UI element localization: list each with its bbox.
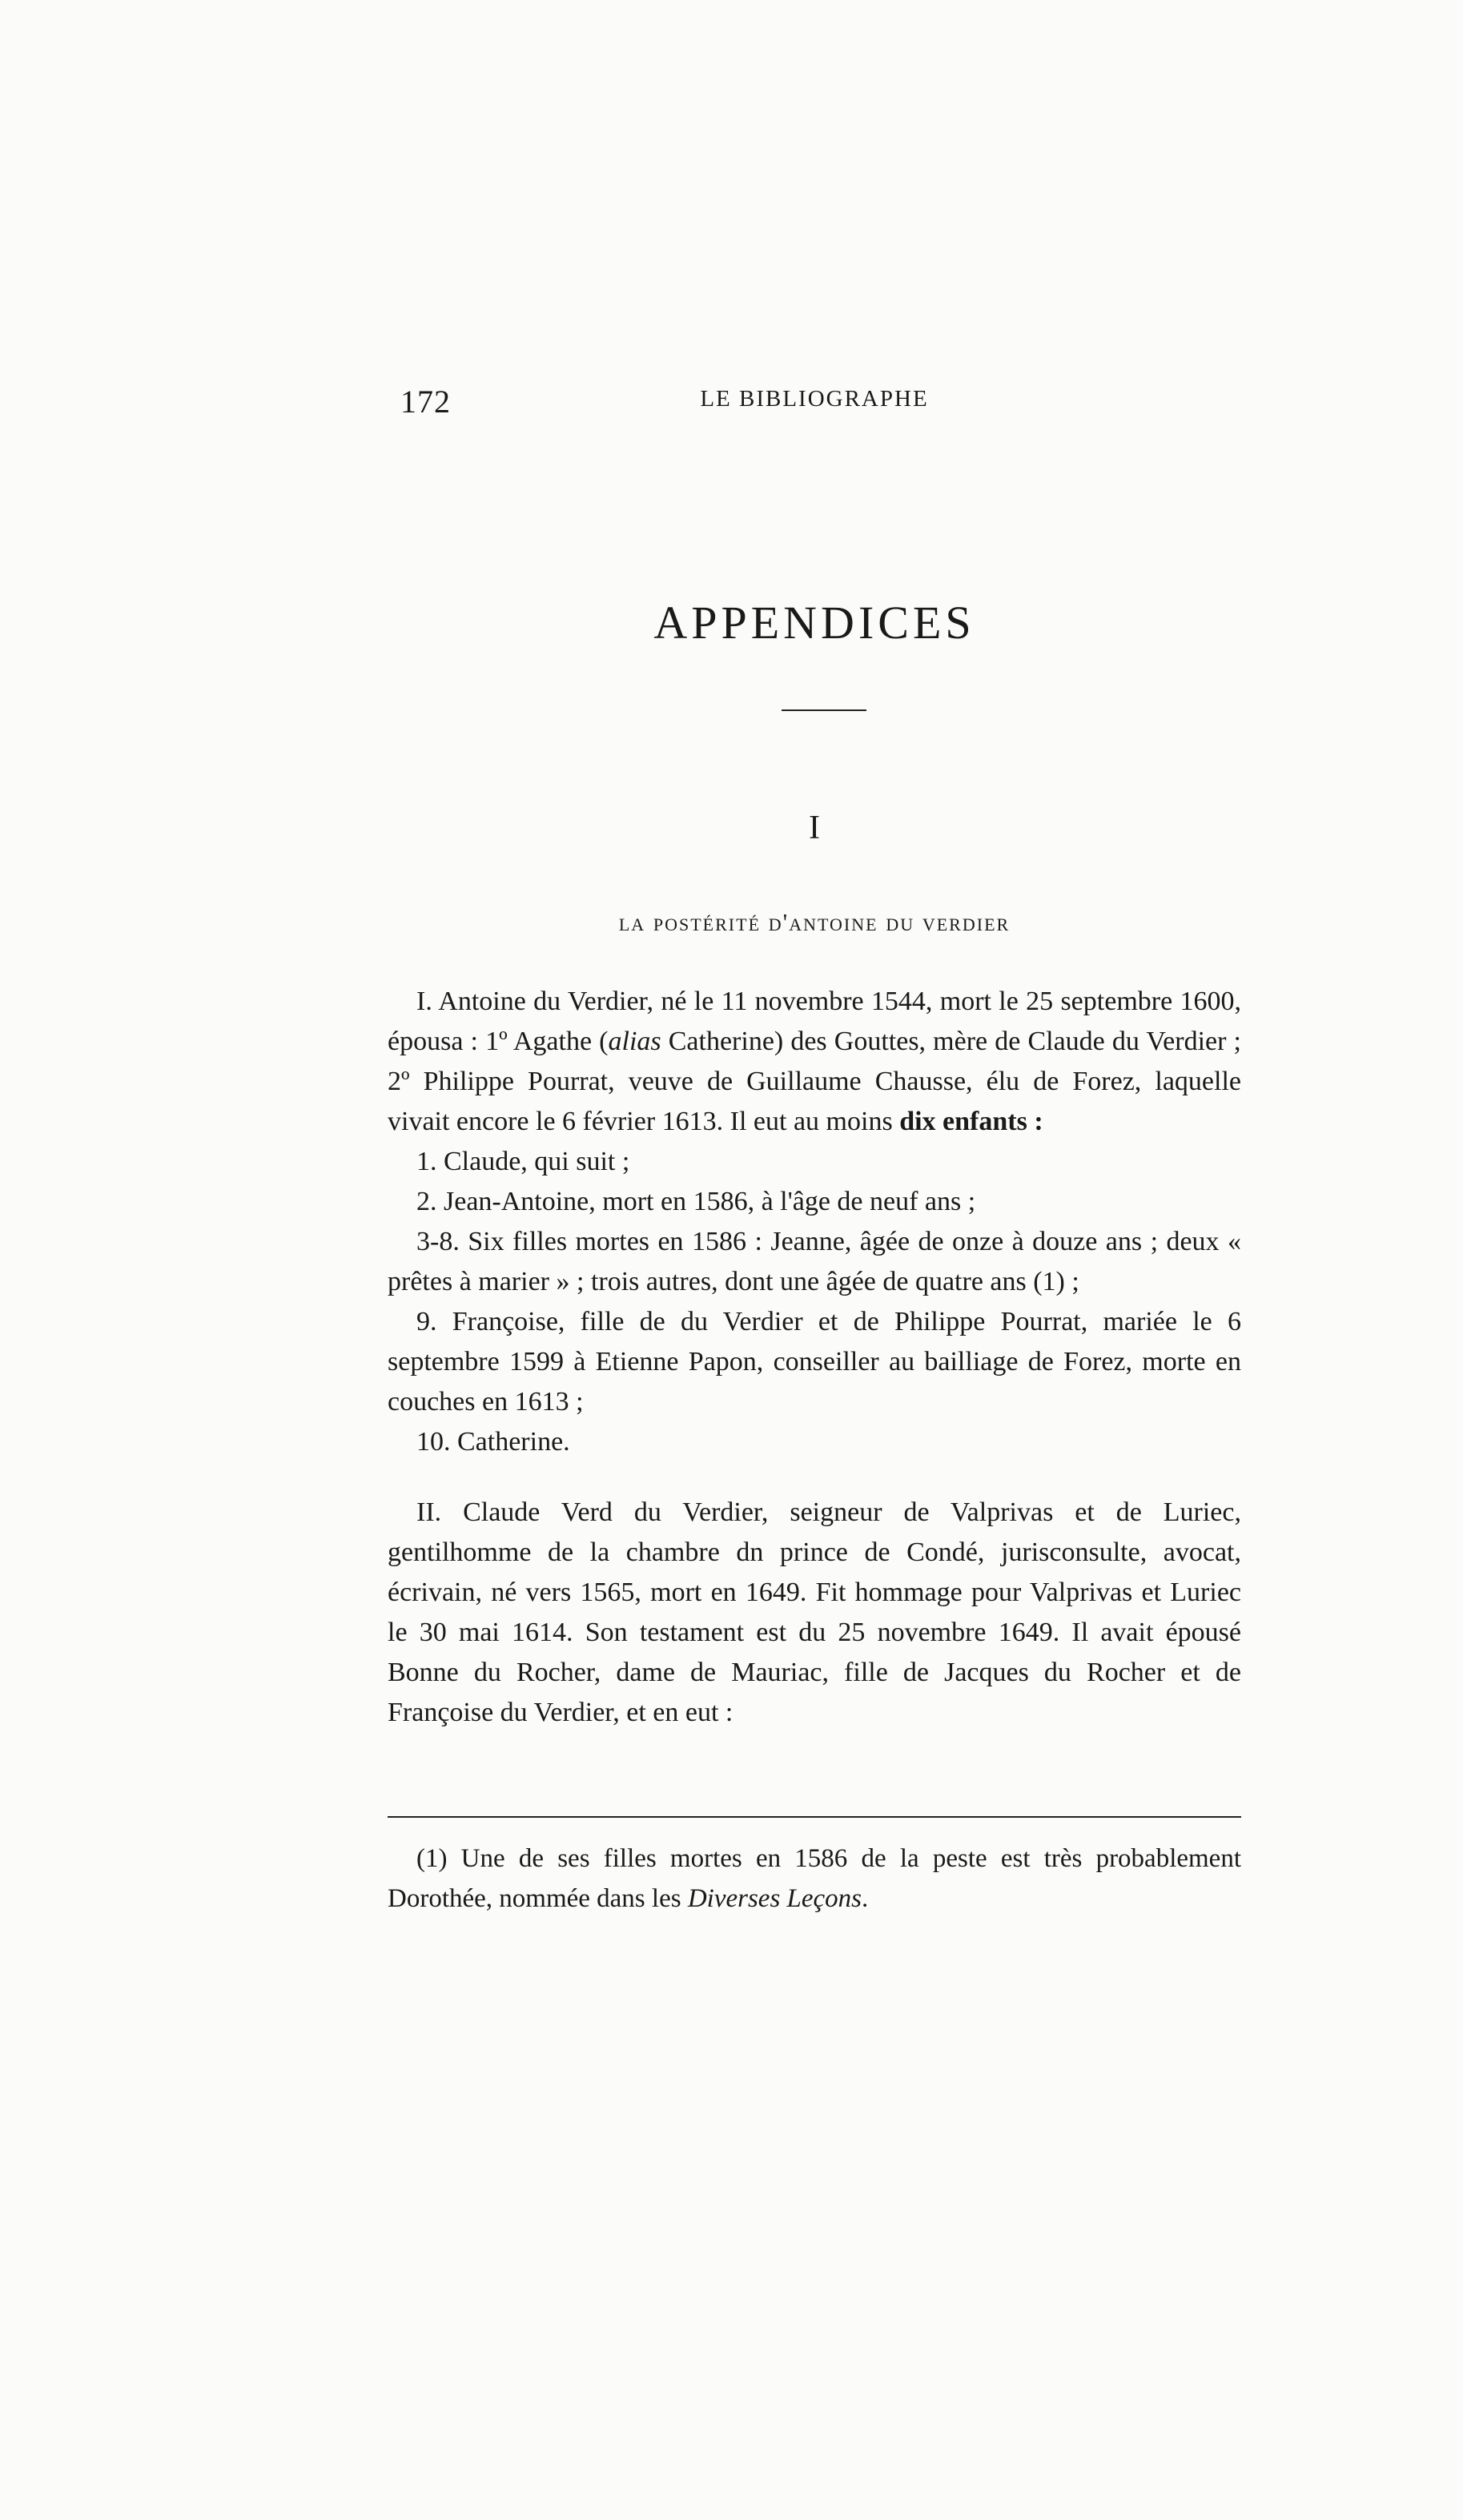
footnote-italic: Diverses Leçons xyxy=(687,1884,862,1913)
body-text xyxy=(388,982,1241,1733)
paragraph-1-alias: alias xyxy=(608,1027,661,1056)
list-item-5: 10. Catherine. xyxy=(416,1427,570,1457)
footnote-text-b: . xyxy=(862,1884,869,1913)
title-divider xyxy=(782,709,866,711)
running-head xyxy=(388,383,1241,431)
list-item-1: 1. Claude, qui suit ; xyxy=(416,1147,630,1176)
section-number: I xyxy=(809,810,820,846)
list-item-4: 9. Françoise, fille de du Verdier et de Philippe Pourrat, mariée le 6 septembre 1599 à Etienne Papon, conseiller au bailliage de Forez, morte en couches en 1613 ; xyxy=(388,1307,1241,1417)
main-title: APPENDICES xyxy=(653,597,975,649)
footnote-divider xyxy=(388,1816,1241,1818)
section-title: la postérité d'antoine du verdier xyxy=(618,908,1011,936)
footnote-text-a: (1) Une de ses filles mortes en 1586 de la peste est très probablement Dorothée, nommée dans les xyxy=(388,1844,1241,1913)
paragraph-1-text-a: I. Antoine du Verdier, né le 11 novembre 1544, mort le 25 septembre 1600, épousa : 1º Agathe ( xyxy=(388,987,1241,1056)
page-number: 172 xyxy=(400,384,451,420)
paragraph-1-bold: dix enfants : xyxy=(899,1107,1043,1136)
footnote xyxy=(388,1839,1241,1919)
paragraph-1 xyxy=(388,982,1241,1142)
list-item-3: 3-8. Six filles mortes en 1586 : Jeanne, âgée de onze à douze ans ; deux « prêtes à marier » ; trois autres, dont une âgée de quatre ans (1) ; xyxy=(388,1227,1241,1296)
paragraph-2: II. Claude Verd du Verdier, seigneur de Valprivas et de Luriec, gentilhomme de la chambre dn prince de Condé, jurisconsulte, avocat, écrivain, né vers 1565, mort en 1649. Fit hommage pour Valprivas et Luriec le 30 mai 1614. Son testament est du 25 novembre 1649. Il avait épousé Bonne du Rocher, dame de Mauriac, fille de Jacques du Rocher et de Françoise du Verdier, et en eut : xyxy=(388,1497,1241,1727)
paragraph-1-text-b: Catherine) des Gouttes, mère de Claude du Verdier ; 2º Philippe Pourrat, veuve de Guillaume Chausse, élu de Forez, laquelle vivait encore le 6 février 1613. Il eut au moins xyxy=(388,1027,1241,1136)
list-item-2: 2. Jean-Antoine, mort en 1586, à l'âge de neuf ans ; xyxy=(416,1187,976,1216)
journal-title: LE BIBLIOGRAPHE xyxy=(700,386,929,412)
